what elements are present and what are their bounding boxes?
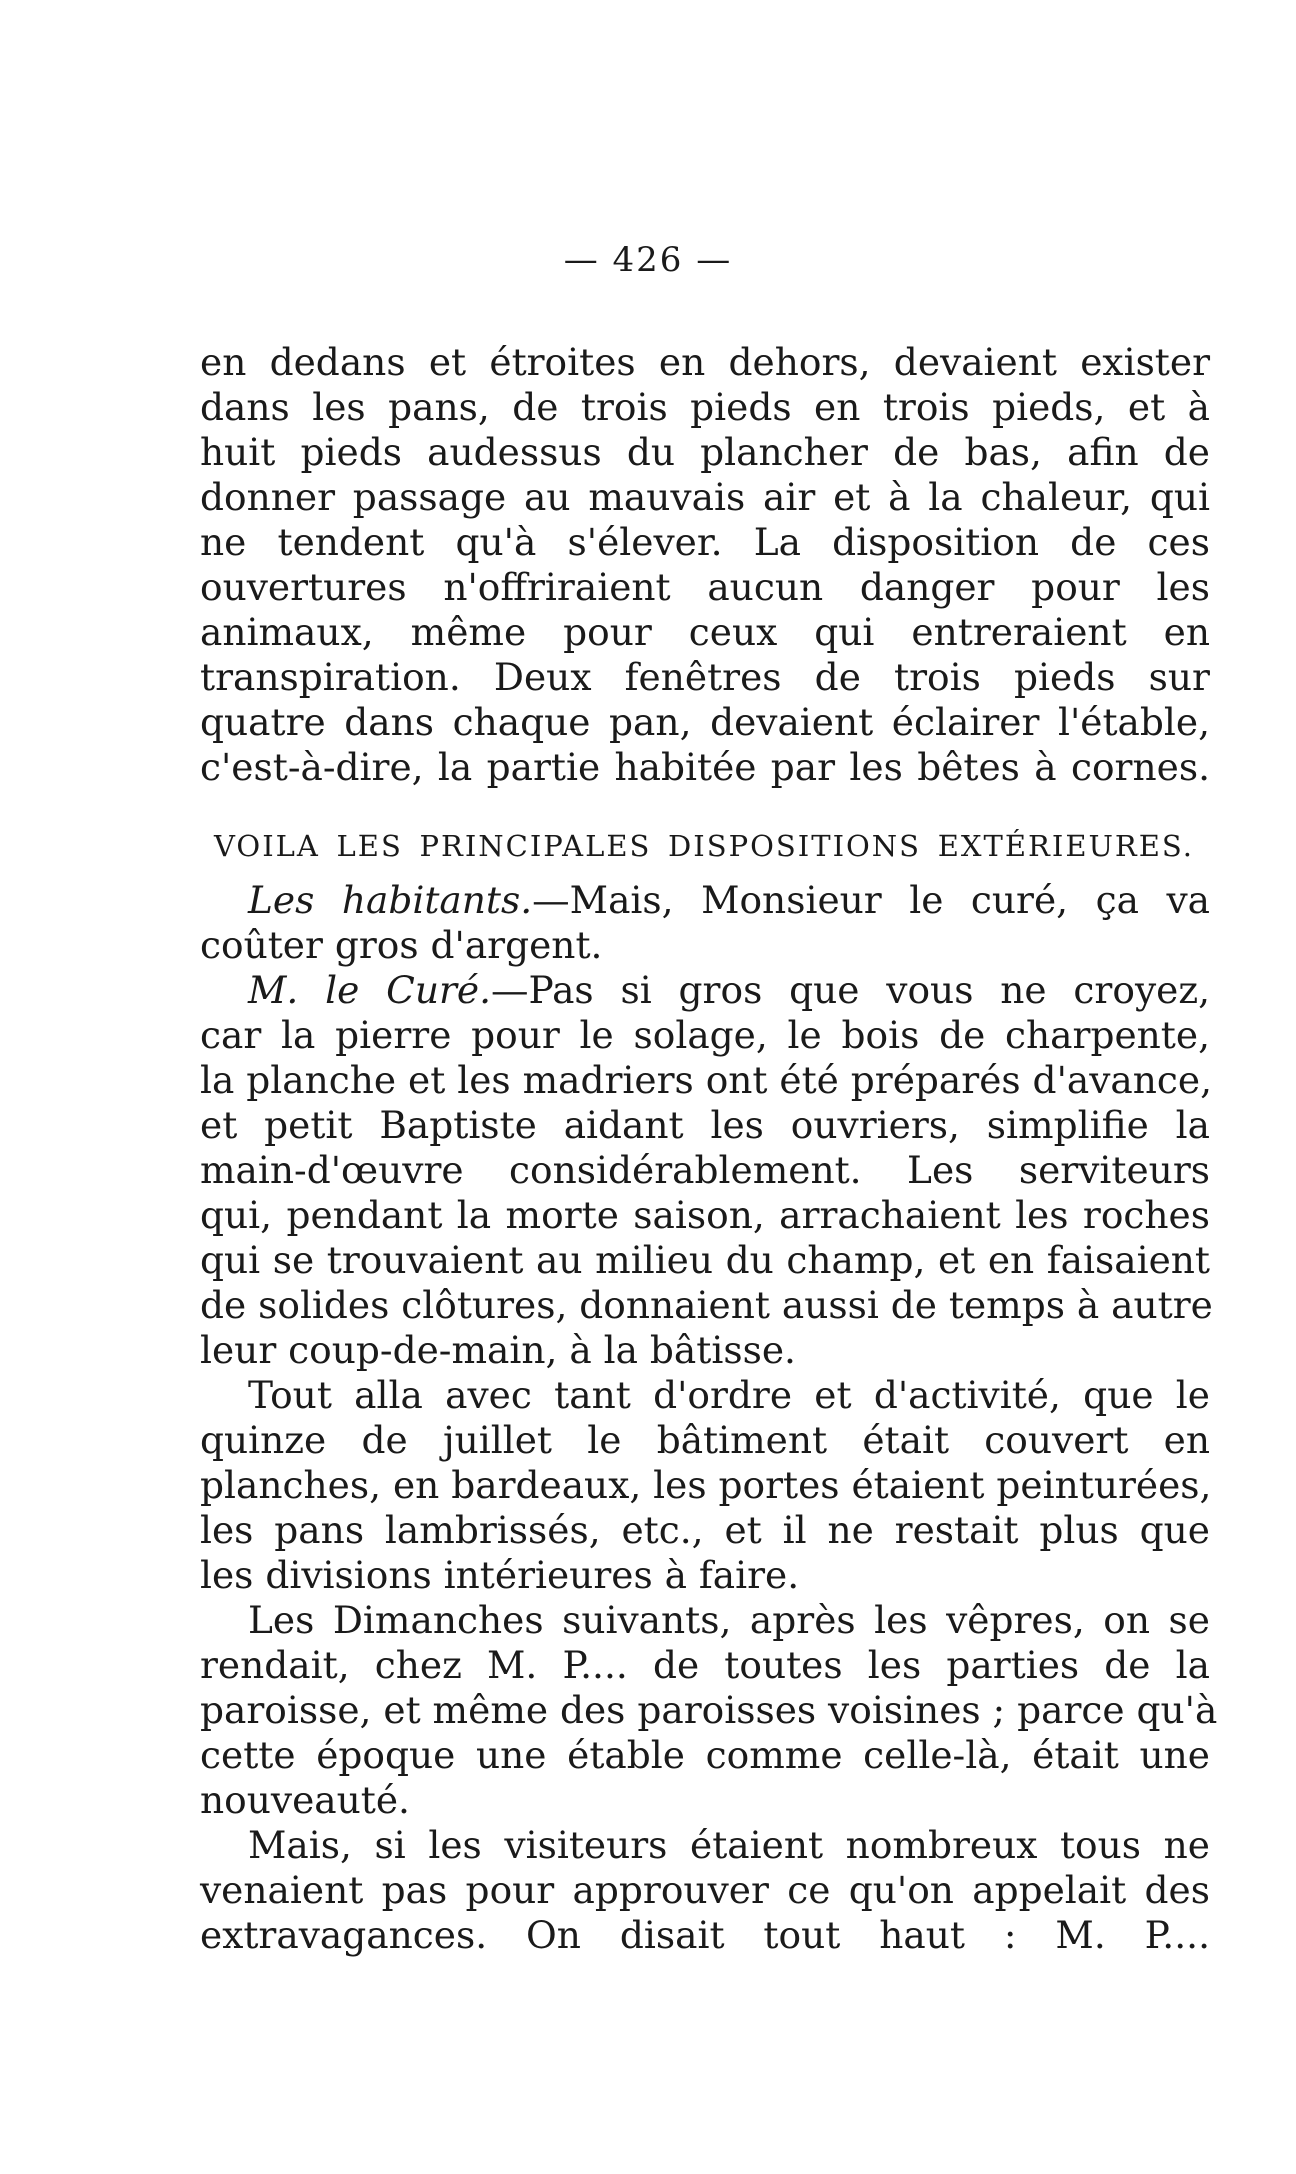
text-line: planches, en bardeaux, les portes étaient peinturées, [200, 1463, 1212, 1507]
text-line: en dedans et étroites en dehors, devaient exister [200, 340, 1210, 384]
text-line: Tout alla avec tant d'ordre et d'activité, que le [248, 1373, 1210, 1417]
paragraph-critics [200, 1823, 1210, 1958]
speaker-label: M. le Curé. [248, 968, 492, 1012]
text-line: Mais, si les visiteurs étaient nombreux tous ne [248, 1823, 1210, 1867]
text-line: cette époque une étable comme celle-là, était une [200, 1733, 1210, 1777]
paragraph-construction [200, 1373, 1210, 1598]
speech-text: —Pas si gros que vous ne croyez, [491, 968, 1210, 1012]
text-line: venaient pas pour approuver ce qu'on appelait des [200, 1868, 1210, 1912]
paragraph-ventilation [200, 340, 1210, 790]
text-line: quatre dans chaque pan, devaient éclairer l'étable, [200, 700, 1210, 744]
speech-text: —Mais, Monsieur le curé, ça va [532, 878, 1210, 922]
text-line: de solides clôtures, donnaient aussi de temps à autre [200, 1283, 1213, 1327]
text-line: qui, pendant la morte saison, arrachaient les roches [200, 1193, 1210, 1237]
text-line: la planche et les madriers ont été préparés d'avance, [200, 1058, 1213, 1102]
text-line: leur coup-de-main, à la bâtisse. [200, 1328, 796, 1372]
text-line [200, 878, 1210, 923]
spacer [200, 790, 1210, 808]
paragraph-visitors [200, 1598, 1218, 1823]
text-line: dans les pans, de trois pieds en trois pieds, et à [200, 385, 1210, 429]
text-line: Les Dimanches suivants, après les vêpres, on se [248, 1598, 1210, 1642]
text-line: les pans lambrissés, etc., et il ne restait plus que [200, 1508, 1210, 1552]
text-line: transpiration. Deux fenêtres de trois pieds sur [200, 655, 1210, 699]
body-text [200, 340, 1218, 1958]
text-line: extravagances. On disait tout haut : M. P.... [200, 1913, 1210, 1957]
text-line: paroisse, et même des paroisses voisines ; parce qu'à [200, 1688, 1218, 1732]
text-line: ne tendent qu'à s'élever. La disposition de ces [200, 520, 1210, 564]
text-line [200, 968, 1210, 1013]
text-line: main-d'œuvre considérablement. Les serviteurs [200, 1148, 1210, 1192]
section-heading: VOILA LES PRINCIPALES DISPOSITIONS EXTÉRIEURES. [214, 829, 1194, 863]
text-line: qui se trouvaient au milieu du champ, et en faisaient [200, 1238, 1210, 1282]
dialogue-habitants [200, 878, 1210, 968]
text-line: huit pieds audessus du plancher de bas, afin de [200, 430, 1210, 474]
text-line: nouveauté. [200, 1778, 410, 1822]
text-line: c'est-à-dire, la partie habitée par les bêtes à cornes. [200, 745, 1210, 789]
text-line: ouvertures n'offriraient aucun danger pour les [200, 565, 1210, 609]
text-line: car la pierre pour le solage, le bois de charpente, [200, 1013, 1210, 1057]
text-line: quinze de juillet le bâtiment était couvert en [200, 1418, 1210, 1462]
text-line: et petit Baptiste aidant les ouvriers, simplifie la [200, 1103, 1210, 1147]
text-line: coûter gros d'argent. [200, 923, 603, 967]
text-line: rendait, chez M. P.... de toutes les parties de la [200, 1643, 1210, 1687]
page-number: — 426 — [563, 240, 733, 280]
text-line: les divisions intérieures à faire. [200, 1553, 800, 1597]
text-line: donner passage au mauvais air et à la chaleur, qui [200, 475, 1210, 519]
speaker-label: Les habitants. [248, 878, 533, 922]
dialogue-cure [200, 968, 1213, 1373]
text-line: animaux, même pour ceux qui entreraient en [200, 610, 1210, 654]
